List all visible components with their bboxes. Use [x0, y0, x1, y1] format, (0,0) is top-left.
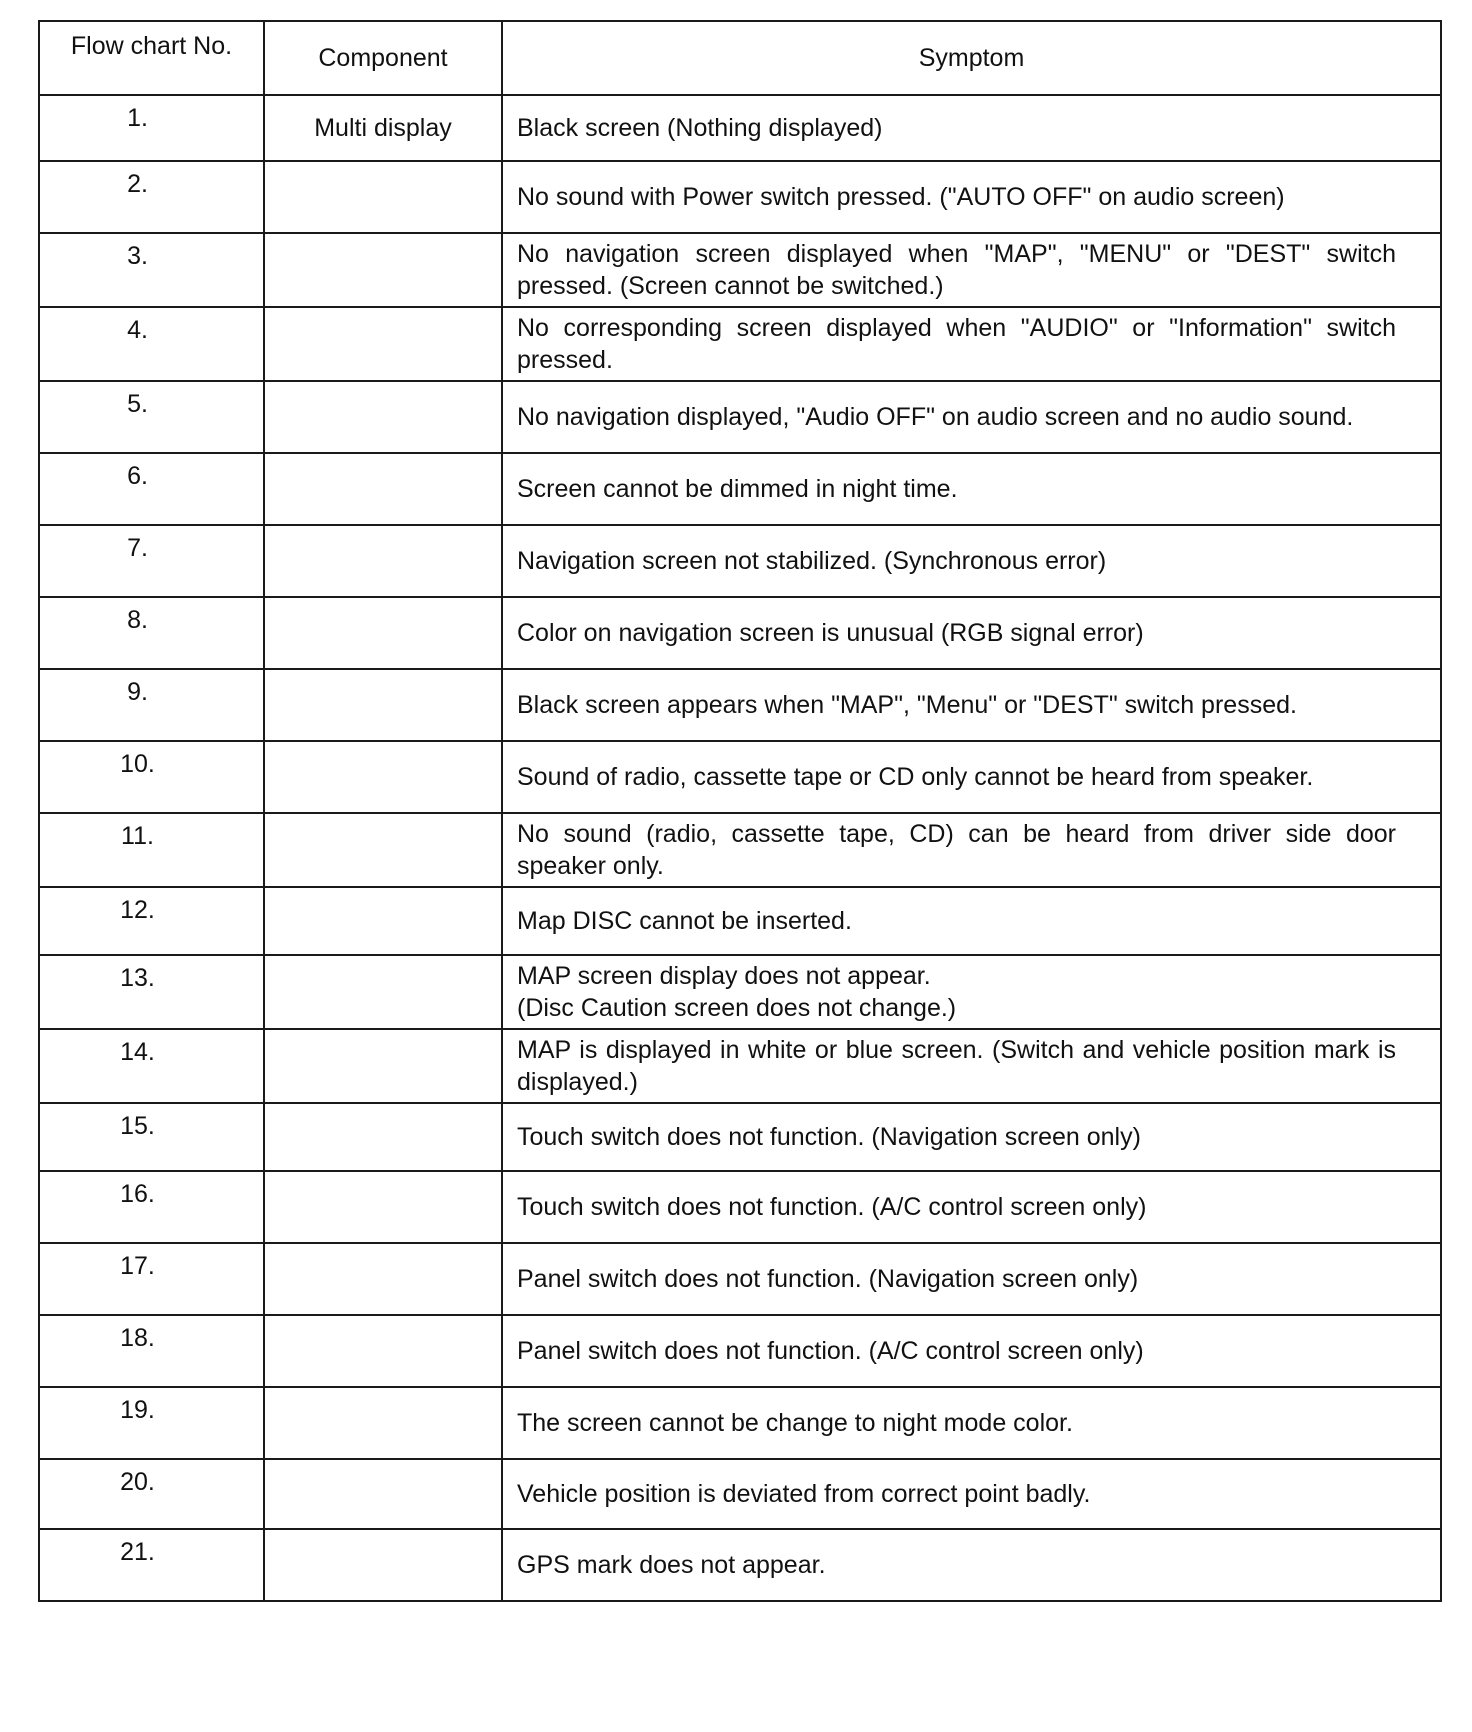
table-row [39, 161, 1441, 233]
component-cell [264, 1243, 502, 1315]
header-symptom: Symptom [502, 21, 1441, 95]
table-row [39, 669, 1441, 741]
flow-chart-no-cell: 3. [39, 233, 264, 307]
flow-chart-no-cell: 18. [39, 1315, 264, 1387]
table-row [39, 95, 1441, 161]
flow-chart-no-cell: 19. [39, 1387, 264, 1459]
header-component: Component [264, 21, 502, 95]
flow-chart-no-cell: 10. [39, 741, 264, 813]
table-row [39, 525, 1441, 597]
symptom-cell: Color on navigation screen is unusual (RGB signal error) [502, 597, 1441, 669]
table-row [39, 597, 1441, 669]
component-cell [264, 813, 502, 887]
flow-chart-no-cell: 16. [39, 1171, 264, 1243]
flow-chart-no-cell: 5. [39, 381, 264, 453]
component-cell [264, 307, 502, 381]
table-row [39, 1171, 1441, 1243]
table-row [39, 1387, 1441, 1459]
symptom-cell: Panel switch does not function. (A/C control screen only) [502, 1315, 1441, 1387]
component-cell [264, 1387, 502, 1459]
component-cell [264, 669, 502, 741]
symptom-cell: MAP is displayed in white or blue screen. (Switch and vehicle position mark is displayed.) [502, 1029, 1441, 1103]
table-row [39, 307, 1441, 381]
symptom-cell: Sound of radio, cassette tape or CD only cannot be heard from speaker. [502, 741, 1441, 813]
component-cell [264, 597, 502, 669]
flow-chart-no-cell: 14. [39, 1029, 264, 1103]
component-cell [264, 233, 502, 307]
symptom-cell: Screen cannot be dimmed in night time. [502, 453, 1441, 525]
flow-chart-no-cell: 20. [39, 1459, 264, 1529]
table-row [39, 1243, 1441, 1315]
symptom-cell: Touch switch does not function. (A/C control screen only) [502, 1171, 1441, 1243]
table-header-row [39, 21, 1441, 95]
symptom-cell: Touch switch does not function. (Navigation screen only) [502, 1103, 1441, 1171]
table-row [39, 453, 1441, 525]
table-row [39, 813, 1441, 887]
component-cell [264, 1529, 502, 1601]
table-row [39, 955, 1441, 1029]
component-cell: Multi display [264, 95, 502, 161]
component-cell [264, 1171, 502, 1243]
flow-chart-no-cell: 7. [39, 525, 264, 597]
symptom-cell: GPS mark does not appear. [502, 1529, 1441, 1601]
flow-chart-no-cell: 15. [39, 1103, 264, 1171]
component-cell [264, 453, 502, 525]
symptom-cell: No sound (radio, cassette tape, CD) can be heard from driver side door speaker only. [502, 813, 1441, 887]
flow-chart-no-cell: 11. [39, 813, 264, 887]
flow-chart-no-cell: 1. [39, 95, 264, 161]
symptom-cell: No navigation screen displayed when "MAP", "MENU" or "DEST" switch pressed. (Screen cannot be switched.) [502, 233, 1441, 307]
flow-chart-no-cell: 12. [39, 887, 264, 955]
flow-chart-no-cell: 13. [39, 955, 264, 1029]
symptom-table [38, 20, 1442, 1602]
symptom-cell: No navigation displayed, "Audio OFF" on audio screen and no audio sound. [502, 381, 1441, 453]
symptom-cell: Black screen (Nothing displayed) [502, 95, 1441, 161]
table-row [39, 741, 1441, 813]
symptom-cell: Panel switch does not function. (Navigation screen only) [502, 1243, 1441, 1315]
table-row [39, 1315, 1441, 1387]
table-row [39, 1103, 1441, 1171]
flow-chart-no-cell: 21. [39, 1529, 264, 1601]
component-cell [264, 1315, 502, 1387]
symptom-cell: Navigation screen not stabilized. (Synchronous error) [502, 525, 1441, 597]
component-cell [264, 955, 502, 1029]
table-row [39, 1529, 1441, 1601]
table-row [39, 381, 1441, 453]
symptom-cell: The screen cannot be change to night mode color. [502, 1387, 1441, 1459]
component-cell [264, 887, 502, 955]
component-cell [264, 1029, 502, 1103]
symptom-cell: Black screen appears when "MAP", "Menu" or "DEST" switch pressed. [502, 669, 1441, 741]
symptom-cell: No sound with Power switch pressed. ("AUTO OFF" on audio screen) [502, 161, 1441, 233]
flow-chart-no-cell: 6. [39, 453, 264, 525]
symptom-cell: Map DISC cannot be inserted. [502, 887, 1441, 955]
table-body [39, 95, 1441, 1601]
symptom-cell: Vehicle position is deviated from correct point badly. [502, 1459, 1441, 1529]
flow-chart-no-cell: 9. [39, 669, 264, 741]
flow-chart-no-cell: 4. [39, 307, 264, 381]
symptom-cell: MAP screen display does not appear. (Disc Caution screen does not change.) [502, 955, 1441, 1029]
header-flow-chart-no: Flow chart No. [39, 21, 264, 95]
component-cell [264, 161, 502, 233]
table-row [39, 1459, 1441, 1529]
table-row [39, 233, 1441, 307]
flow-chart-no-cell: 8. [39, 597, 264, 669]
table-row [39, 887, 1441, 955]
symptom-cell: No corresponding screen displayed when "AUDIO" or "Information" switch pressed. [502, 307, 1441, 381]
component-cell [264, 1459, 502, 1529]
component-cell [264, 381, 502, 453]
flow-chart-no-cell: 2. [39, 161, 264, 233]
component-cell [264, 525, 502, 597]
component-cell [264, 741, 502, 813]
component-cell [264, 1103, 502, 1171]
flow-chart-no-cell: 17. [39, 1243, 264, 1315]
table-row [39, 1029, 1441, 1103]
